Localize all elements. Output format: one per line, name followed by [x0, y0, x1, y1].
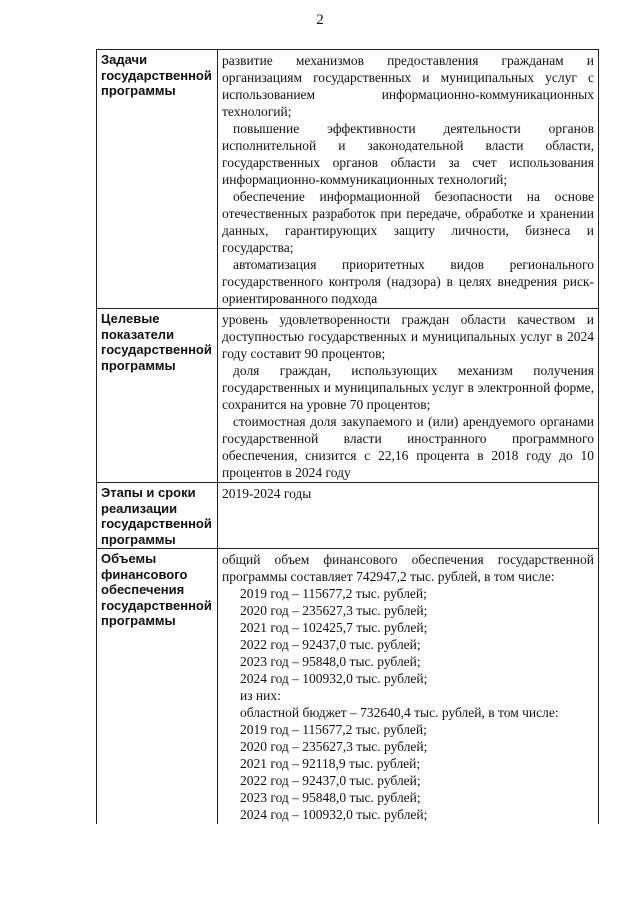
row-label: Объемы финансового обеспечения государственной программы: [97, 549, 218, 825]
year-line: 2019 год – 115677,2 тыс. рублей;: [240, 722, 427, 737]
row-value: [218, 483, 599, 549]
year-line: 2022 год – 92437,0 тыс. рублей;: [240, 637, 421, 652]
row-label: Задачи государственной программы: [97, 50, 218, 309]
paragraph: стоимостная доля закупаемого и (или) арендуемого органами государственной власти иностранного программного обеспечения, снизится с 22,16 процента в 2018 году до 10 процентов в 2024 году: [222, 414, 594, 480]
paragraph: доля граждан, использующих механизм получения государственных и муниципальных услуг в электронной форме, сохранится на уровне 70 процентов;: [222, 363, 594, 412]
year-line: 2019 год – 115677,2 тыс. рублей;: [240, 586, 427, 601]
funding-intro: общий объем финансового обеспечения государственной программы составляет 742947,2 тыс. рублей, в том числе:: [222, 552, 594, 584]
row-value: [218, 309, 599, 483]
paragraph: уровень удовлетворенности граждан области качеством и доступностью государственных и муниципальных услуг в 2024 году составит 90 процентов;: [222, 312, 594, 361]
table-row: [97, 309, 599, 483]
paragraph: повышение эффективности деятельности органов исполнительной и законодательной власти области, государственных органов области за счет использования информационно-коммуникационных технологий;: [222, 121, 594, 187]
year-line: 2023 год – 95848,0 тыс. рублей;: [240, 654, 421, 669]
table-row: [97, 50, 599, 309]
paragraph: автоматизация приоритетных видов регионального государственного контроля (надзора) в целях внедрения риск-ориентированного подхода: [222, 257, 594, 306]
year-line: 2024 год – 100932,0 тыс. рублей;: [240, 807, 428, 822]
paragraph: развитие механизмов предоставления гражданам и организациям государственных и муниципальных услуг с использованием информационно-коммуникационных технологий;: [222, 53, 594, 119]
table-row: [97, 549, 599, 825]
program-passport-table: [96, 49, 599, 824]
row-value: [218, 50, 599, 309]
year-line: 2021 год – 92118,9 тыс. рублей;: [240, 756, 421, 771]
row-value: [218, 549, 599, 825]
regional-budget-text: областной бюджет – 732640,4 тыс. рублей, в том числе:: [240, 705, 559, 720]
of-them-label: из них:: [240, 688, 281, 703]
year-line: 2020 год – 235627,3 тыс. рублей;: [240, 603, 428, 618]
paragraph: обеспечение информационной безопасности на основе отечественных разработок при передаче, обработке и хранении данных, гарантирующих защиту личности, бизнеса и государства;: [222, 189, 594, 255]
row-label: Целевые показатели государственной программы: [97, 309, 218, 483]
year-line: 2023 год – 95848,0 тыс. рублей;: [240, 790, 421, 805]
year-line: 2020 год – 235627,3 тыс. рублей;: [240, 739, 428, 754]
year-line: 2022 год – 92437,0 тыс. рублей;: [240, 773, 421, 788]
page-number: 2: [316, 12, 324, 28]
table-row: [97, 483, 599, 549]
period-text: 2019-2024 годы: [222, 486, 312, 501]
row-label: Этапы и сроки реализации государственной программы: [97, 483, 218, 549]
year-line: 2021 год – 102425,7 тыс. рублей;: [240, 620, 428, 635]
year-line: 2024 год – 100932,0 тыс. рублей;: [240, 671, 428, 686]
